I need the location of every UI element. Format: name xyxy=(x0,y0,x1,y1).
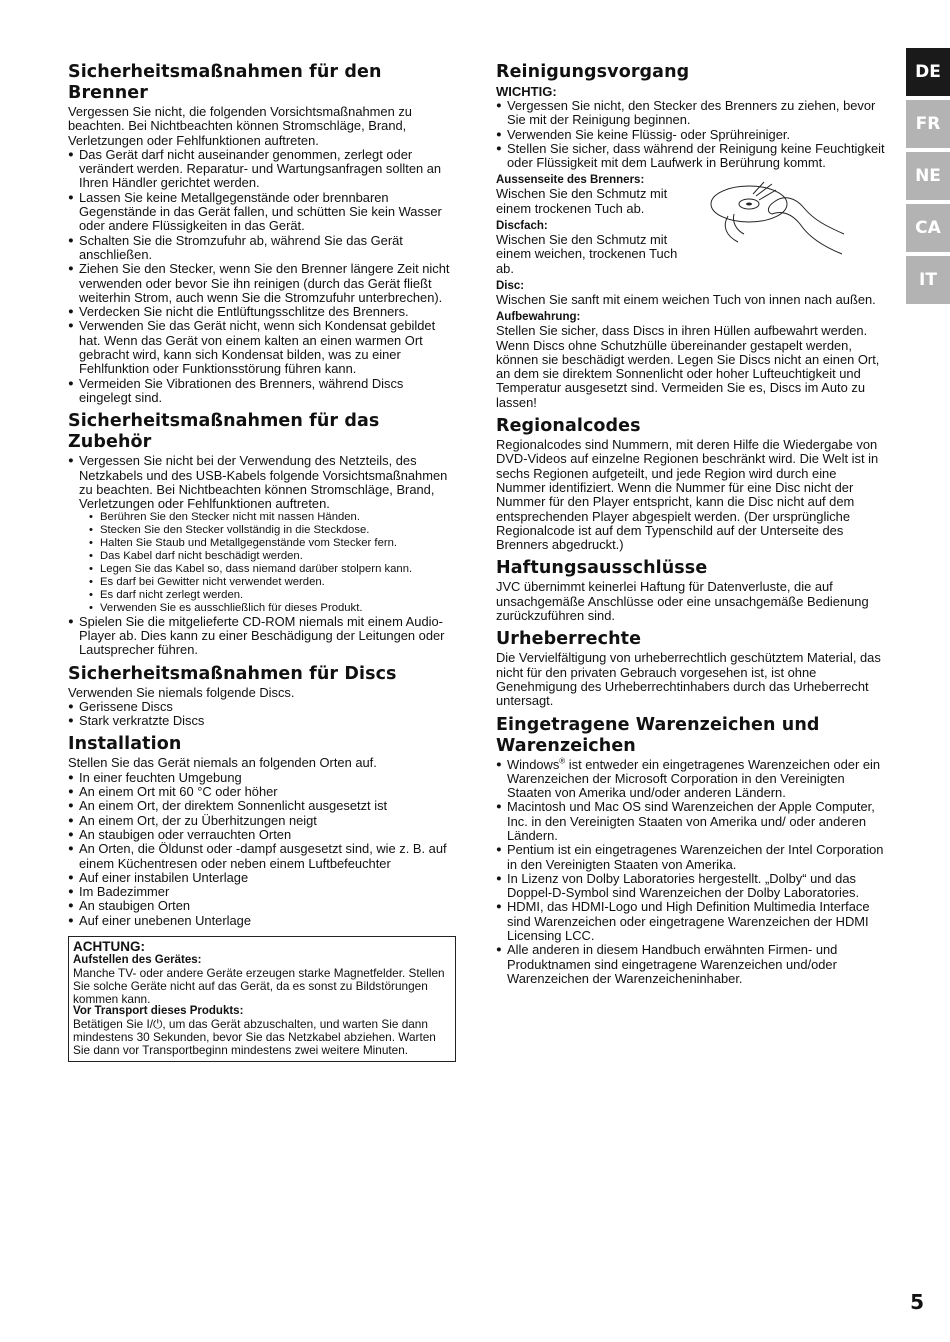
list-item xyxy=(496,758,886,801)
cleaning-illustration-row xyxy=(496,170,886,275)
section-liability xyxy=(496,558,886,623)
section-intro: Vergessen Sie nicht, die folgenden Vorsichtsmaßnahmen zu beachten. Bei Nichtbeachten können Stromschläge, Brand, Verletzungen oder Fehlfunktionen auftreten. xyxy=(68,104,412,148)
list-item: ● An Orten, die Öldunst oder -dampf ausgesetzt sind, wie z. B. auf einem Küchentresen oder neben einem Luftbefeuchter xyxy=(68,842,456,871)
list-item: ● Auf einer unebenen Unterlage xyxy=(68,914,456,928)
section-accessory-safety xyxy=(68,411,456,657)
list-item: ● Verwenden Sie keine Flüssig- oder Sprühreiniger. xyxy=(496,128,886,142)
paragraph: Wischen Sie den Schmutz mit einem trockenen Tuch ab. xyxy=(496,186,668,216)
paragraph: Die Vervielfältigung von urheberrechtlich geschütztem Material, das nicht für den privaten Gebrauch vorgesehen ist, ist ohne Genehmigung des Urheberrechtinhabers durch das Urheberrecht untersagt. xyxy=(496,650,881,709)
tab-de[interactable]: DE xyxy=(906,48,950,96)
cleaning-instructions xyxy=(496,170,696,275)
section-title: Sicherheitsmaßnahmen für den Brenner xyxy=(68,62,382,103)
list-item: ● Stark verkratzte Discs xyxy=(68,714,456,728)
subheading: Aufbewahrung: xyxy=(496,311,581,324)
subheading: Aussenseite des Brenners: xyxy=(496,174,645,187)
tab-fr[interactable]: FR xyxy=(906,100,950,148)
section-title: Sicherheitsmaßnahmen für Discs xyxy=(68,663,397,684)
section-regional-codes xyxy=(496,416,886,552)
list-item: ● Stellen Sie sicher, dass während der Reinigung keine Feuchtigkeit oder Flüssigkeit mit dem Laufwerk in Berührung kommt. xyxy=(496,142,886,171)
paragraph: Stellen Sie sicher, dass Discs in ihren Hüllen aufbewahrt werden. Wenn Discs ohne Schutzhülle übereinander gestapelt werden, können sie beschädigt werden. Legen Sie Discs nicht an einen Ort, an dem sie direktem Sonnenlicht oder hoher Lufteuchtigkeit und Temperatur ausgesetzt sind. Vermeiden Sie es, Discs im Auto zu lassen! xyxy=(496,323,880,410)
list-item xyxy=(68,454,456,614)
list-item: ● Auf einer instabilen Unterlage xyxy=(68,871,456,885)
tab-it[interactable]: IT xyxy=(906,256,950,304)
sub-list-item: • Verwenden Sie es ausschließlich für dieses Produkt. xyxy=(89,602,456,615)
important-label: WICHTIG: xyxy=(496,84,557,99)
caution-text: Manche TV- oder andere Geräte erzeugen starke Magnetfelder. Stellen Sie solche Geräte nicht auf das Gerät, da es sonst zu Bildstörungen kommen kann. xyxy=(73,966,445,1006)
caution-box xyxy=(68,936,456,1062)
bullet-list xyxy=(68,700,456,729)
sub-list-item: • Berühren Sie den Stecker nicht mit nassen Händen. xyxy=(89,511,456,524)
paragraph: Regionalcodes sind Nummern, mit deren Hilfe die Wiedergabe von DVD-Videos auf einzelne Regionen beschränkt wird. Die Welt ist in sechs Regionen aufgeteilt, und jede Region wird durch eine Nummer identifiziert. Wenn die Nummer für eine Disc nicht der Nummer für den Player entspricht, kann die Disc nicht auf dem entsprechenden Player abgespielt werden. (Der ursprüngliche Regionalcode ist auf dem Typenschild auf der Unterseite des Brenners abgedruckt.) xyxy=(496,437,879,553)
disc-cleaning-illustration xyxy=(704,174,854,264)
list-item: ● Verdecken Sie nicht die Entlüftungsschlitze des Brenners. xyxy=(68,305,456,319)
section-intro: Verwenden Sie niemals folgende Discs. xyxy=(68,684,295,700)
language-tabs xyxy=(906,48,950,308)
section-title: Haftungsausschlüsse xyxy=(496,558,708,579)
list-item: ● In einer feuchten Umgebung xyxy=(68,771,456,785)
sub-list-item: • Das Kabel darf nicht beschädigt werden. xyxy=(89,550,456,563)
list-item: ● Schalten Sie die Stromzufuhr ab, während Sie das Gerät anschließen. xyxy=(68,234,456,263)
bullet-list xyxy=(496,99,886,170)
sub-list-item: • Legen Sie das Kabel so, dass niemand darüber stolpern kann. xyxy=(89,563,456,576)
list-item: ● Das Gerät darf nicht auseinander genommen, zerlegt oder verändert werden. Reparatur- und Wartungsanfragen sollten an Ihren Händler gerichtet werden. xyxy=(68,148,456,191)
section-title: Urheberrechte xyxy=(496,629,642,650)
bullet-list xyxy=(68,771,456,928)
section-trademarks xyxy=(496,715,886,987)
list-item: ● Macintosh und Mac OS sind Warenzeichen der Apple Computer, Inc. in den Vereinigten Staaten von Amerika und/ oder anderen Ländern. xyxy=(496,800,886,843)
windows-word: Windows xyxy=(507,756,560,772)
bullet-list xyxy=(68,148,456,405)
page-number: 5 xyxy=(910,1290,924,1314)
list-item: ● Pentium ist ein eingetragenes Warenzeichen der Intel Corporation in den Vereinigten Staaten von Amerika. xyxy=(496,843,886,872)
list-item: ● An einem Ort mit 60 °C oder höher xyxy=(68,785,456,799)
list-item: ● Spielen Sie die mitgelieferte CD-ROM niemals mit einem Audio-Player ab. Dies kann zu einer Beschädigung der Leitungen oder Lautsprecher führen. xyxy=(68,615,456,658)
list-item: ● HDMI, das HDMI-Logo und High Definition Multimedia Interface sind Warenzeichen oder eingetragene Warenzeichen der HDMI Licensing LCC. xyxy=(496,900,886,943)
section-disc-safety xyxy=(68,664,456,729)
list-item-text: Vergessen Sie nicht bei der Verwendung des Netzteils, des Netzkabels und des USB-Kabels folgende Vorsichtsmaßnahmen zu beachten. Bei Nichtbeachten können Stromschläge, Brand, Verletzungen oder Fehlfunktionen auftreten. xyxy=(79,453,448,512)
sub-list-item: • Es darf nicht zerlegt werden. xyxy=(89,589,456,602)
list-item: ● Alle anderen in diesem Handbuch erwähnten Firmen- und Produktnamen sind eingetragene Warenzeichen und/oder Warenzeichen der Warenzeicheninhaber. xyxy=(496,943,886,986)
section-intro: Stellen Sie das Gerät niemals an folgenden Orten auf. xyxy=(68,755,377,771)
list-item: ● Vermeiden Sie Vibrationen des Brenners, während Discs eingelegt sind. xyxy=(68,377,456,406)
sub-list-item: • Halten Sie Staub und Metallgegenstände vom Stecker fern. xyxy=(89,537,456,550)
right-column xyxy=(496,62,886,992)
caution-subheading: Aufstellen des Gerätes: xyxy=(73,954,202,967)
paragraph: Wischen Sie sanft mit einem weichen Tuch von innen nach außen. xyxy=(496,291,876,307)
list-item: ● Verwenden Sie das Gerät nicht, wenn sich Kondensat gebildet hat. Wenn das Gerät von einem kalten an einen warmen Ort gebracht wird, kann sich Kondensat bilden, was zu einer Fehlfunktion oder Funktionsstörung führen kann. xyxy=(68,319,456,376)
section-title: Regionalcodes xyxy=(496,416,641,437)
section-title: Sicherheitsmaßnahmen für das Zubehör xyxy=(68,411,380,453)
sub-bullet-list xyxy=(79,511,456,614)
tab-ca[interactable]: CA xyxy=(906,204,950,252)
caution-text: Betätigen Sie I/⏻, um das Gerät abzuschalten, und warten Sie dann mindestens 30 Sekunden, bevor Sie das Netzkabel abziehen. Warten Sie dann vor Transportbeginn mindestens zwei weitere Minuten. xyxy=(73,1017,436,1057)
sub-list-item: • Es darf bei Gewitter nicht verwendet werden. xyxy=(89,576,456,589)
left-column xyxy=(68,62,456,1062)
section-cleaning xyxy=(496,62,886,410)
bullet-list xyxy=(496,758,886,987)
list-item: ● Vergessen Sie nicht, den Stecker des Brenners zu ziehen, bevor Sie mit der Reinigung beginnen. xyxy=(496,99,886,128)
section-title: Reinigungsvorgang xyxy=(496,62,690,82)
section-installation xyxy=(68,734,456,928)
list-item: ● An einem Ort, der zu Überhitzungen neigt xyxy=(68,814,456,828)
sub-list-item: • Stecken Sie den Stecker vollständig in die Steckdose. xyxy=(89,524,456,537)
list-item: ● An staubigen Orten xyxy=(68,899,456,913)
subheading: Disc: xyxy=(496,279,525,292)
section-copyright xyxy=(496,629,886,708)
subheading: Discfach: xyxy=(496,220,548,233)
list-item: ● An staubigen oder verrauchten Orten xyxy=(68,828,456,842)
paragraph: Wischen Sie den Schmutz mit einem weichen, trockenen Tuch ab. xyxy=(496,232,678,276)
list-item: ● Im Badezimmer xyxy=(68,885,456,899)
caution-subheading: Vor Transport dieses Produkts: xyxy=(73,1005,244,1018)
section-title: Eingetragene Warenzeichen und Warenzeichen xyxy=(496,714,820,756)
paragraph: JVC übernimmt keinerlei Haftung für Datenverluste, die auf unsachgemäße Anschlüsse oder eine unsachgemäße Bedienung zurückzuführen sind. xyxy=(496,579,869,624)
list-item: ● Ziehen Sie den Stecker, wenn Sie den Brenner längere Zeit nicht verwenden oder bevor Sie ihn reinigen (durch das Gerät fließt weiterhin Strom, auch wenn Sie die Stromzufuhr unterbrechen). xyxy=(68,262,456,305)
windows-text: ist entweder ein eingetragenes Warenzeichen oder ein Warenzeichen der Microsoft Corporation in den Vereinigten Staaten von Amerika und/oder anderen Ländern. xyxy=(507,756,881,801)
list-item: ● In Lizenz von Dolby Laboratories hergestellt. „Dolby“ und das Doppel-D-Symbol sind Warenzeichen der Dolby Laboratories. xyxy=(496,872,886,901)
list-item: ● An einem Ort, der direktem Sonnenlicht ausgesetzt ist xyxy=(68,799,456,813)
caution-title: ACHTUNG: xyxy=(73,939,145,955)
registered-mark: ® xyxy=(559,756,566,766)
list-item: ● Gerissene Discs xyxy=(68,700,456,714)
section-title: Installation xyxy=(68,734,182,755)
section-burner-safety xyxy=(68,62,456,405)
list-item: ● Lassen Sie keine Metallgegenstände oder brennbaren Gegenstände in das Gerät fallen, und schütten Sie kein Wasser oder andere Flüssigkeiten in das Gerät. xyxy=(68,191,456,234)
tab-ne[interactable]: NE xyxy=(906,152,950,200)
bullet-list xyxy=(68,454,456,657)
